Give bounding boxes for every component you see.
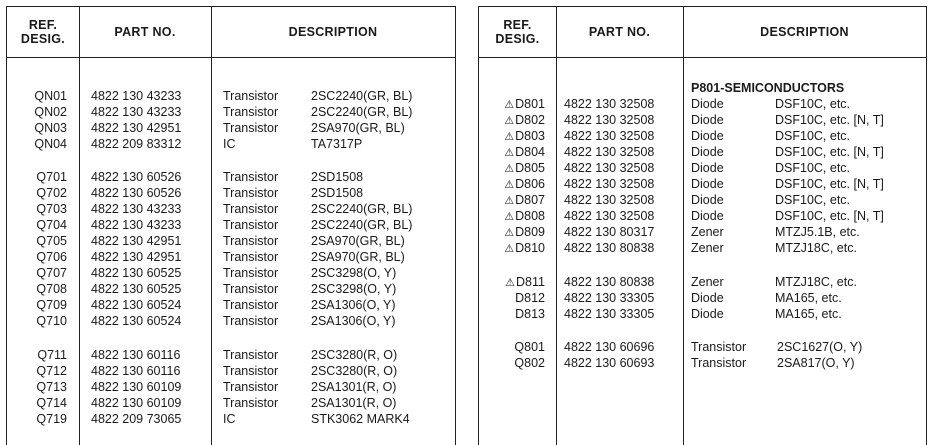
section-title: P801-SEMICONDUCTORS bbox=[691, 81, 845, 95]
component-model: DSF10C, etc. [N, T] bbox=[775, 209, 884, 223]
table-row bbox=[479, 160, 926, 176]
description-header: DESCRIPTION bbox=[288, 25, 378, 39]
component-type: Zener bbox=[691, 225, 724, 239]
ref-desig bbox=[504, 160, 545, 177]
component-type: Transistor bbox=[223, 121, 279, 135]
ref-desig bbox=[504, 176, 545, 193]
component-model: TA7317P bbox=[311, 137, 363, 151]
ref-desig: Q713 bbox=[36, 380, 67, 394]
component-type: Diode bbox=[691, 129, 724, 143]
ref-desig-label: D811 bbox=[516, 275, 545, 289]
ref-desig-label: D803 bbox=[515, 129, 545, 143]
component-type: Diode bbox=[691, 177, 724, 191]
component-model: 2SC2240(GR, BL) bbox=[311, 105, 413, 119]
component-model: MA165, etc. bbox=[775, 307, 842, 321]
part-number: 4822 130 60524 bbox=[91, 298, 182, 312]
ref-desig bbox=[515, 306, 545, 322]
table-row bbox=[479, 176, 926, 192]
table-row bbox=[7, 104, 455, 120]
component-model: 2SA1306(O, Y) bbox=[311, 314, 396, 328]
warning-icon: ⚠ bbox=[504, 131, 515, 143]
component-model: 2SC3280(R, O) bbox=[311, 364, 398, 378]
part-number: 4822 130 32508 bbox=[564, 177, 655, 191]
table-row bbox=[479, 290, 926, 306]
component-model: 2SA1301(R, O) bbox=[311, 396, 397, 410]
component-type: Diode bbox=[691, 209, 724, 223]
table-row bbox=[7, 217, 455, 233]
ref-desig: QN03 bbox=[34, 121, 67, 135]
component-type: Transistor bbox=[223, 105, 279, 119]
component-type: Transistor bbox=[223, 364, 279, 378]
table-header bbox=[7, 6, 455, 58]
ref-desig bbox=[514, 339, 545, 355]
component-type: Diode bbox=[691, 97, 724, 111]
component-type: Transistor bbox=[223, 348, 279, 362]
ref-desig-label: D809 bbox=[515, 225, 545, 239]
part-number: 4822 130 32508 bbox=[564, 145, 655, 159]
component-type: IC bbox=[223, 137, 236, 151]
component-type: Transistor bbox=[223, 314, 279, 328]
component-type: Transistor bbox=[223, 170, 279, 184]
ref-desig: Q708 bbox=[36, 282, 67, 296]
warning-icon: ⚠ bbox=[505, 277, 516, 289]
table-row bbox=[7, 233, 455, 249]
ref-desig: Q712 bbox=[36, 364, 67, 378]
part-number: 4822 130 32508 bbox=[564, 129, 655, 143]
warning-icon: ⚠ bbox=[504, 163, 515, 175]
ref-desig-header bbox=[7, 7, 79, 57]
part-number: 4822 130 32508 bbox=[564, 161, 655, 175]
component-model: 2SD1508 bbox=[311, 170, 364, 184]
component-type: Diode bbox=[691, 307, 724, 321]
component-model: MTZJ5.1B, etc. bbox=[775, 225, 860, 239]
component-type: Transistor bbox=[223, 380, 279, 394]
ref-desig: Q701 bbox=[36, 170, 67, 184]
ref-desig: QN02 bbox=[34, 105, 67, 119]
component-model: MTZJ18C, etc. bbox=[775, 241, 857, 255]
warning-icon: ⚠ bbox=[504, 227, 515, 239]
ref-desig: Q705 bbox=[36, 234, 67, 248]
ref-desig-label: D805 bbox=[515, 161, 545, 175]
component-type: IC bbox=[223, 412, 236, 426]
ref-desig-label: D808 bbox=[515, 209, 545, 223]
part-number: 4822 130 32508 bbox=[564, 209, 655, 223]
component-type: Transistor bbox=[223, 250, 279, 264]
component-model: 2SC2240(GR, BL) bbox=[311, 89, 413, 103]
part-number: 4822 130 60525 bbox=[91, 266, 182, 280]
ref-desig: Q709 bbox=[36, 298, 67, 312]
component-model: 2SC3280(R, O) bbox=[311, 348, 398, 362]
table-row bbox=[7, 347, 455, 363]
table-row bbox=[7, 136, 455, 152]
ref-desig-label: D802 bbox=[515, 113, 545, 127]
table-row bbox=[479, 208, 926, 224]
warning-icon: ⚠ bbox=[504, 179, 515, 191]
component-type: Transistor bbox=[223, 266, 279, 280]
ref-desig: Q702 bbox=[36, 186, 67, 200]
component-model: 2SC3298(O, Y) bbox=[311, 266, 397, 280]
table-row bbox=[479, 306, 926, 322]
component-type: Zener bbox=[691, 241, 724, 255]
ref-desig: Q703 bbox=[36, 202, 67, 216]
ref-desig-label: Q801 bbox=[514, 340, 545, 354]
table-row bbox=[7, 249, 455, 265]
component-type: Diode bbox=[691, 113, 724, 127]
ref-header-line1: REF. bbox=[503, 18, 532, 32]
part-number: 4822 130 80838 bbox=[564, 241, 655, 255]
part-number: 4822 130 60109 bbox=[91, 396, 182, 410]
part-number: 4822 130 60525 bbox=[91, 282, 182, 296]
table-row bbox=[7, 363, 455, 379]
component-type: Transistor bbox=[691, 340, 747, 354]
component-model: 2SC2240(GR, BL) bbox=[311, 218, 413, 232]
component-model: DSF10C, etc. [N, T] bbox=[775, 177, 884, 191]
component-model: 2SA817(O, Y) bbox=[777, 356, 855, 370]
ref-desig bbox=[515, 290, 545, 306]
component-model: 2SA1306(O, Y) bbox=[311, 298, 396, 312]
ref-desig: Q711 bbox=[37, 348, 67, 362]
ref-desig-label: D807 bbox=[515, 193, 545, 207]
component-model: DSF10C, etc. [N, T] bbox=[775, 113, 884, 127]
ref-desig bbox=[504, 240, 545, 257]
table-row bbox=[7, 265, 455, 281]
component-type: Transistor bbox=[691, 356, 747, 370]
part-number: 4822 130 80838 bbox=[564, 275, 655, 289]
warning-icon: ⚠ bbox=[504, 243, 515, 255]
part-number: 4822 130 60693 bbox=[564, 356, 655, 370]
ref-desig bbox=[504, 144, 545, 161]
component-type: Zener bbox=[691, 275, 724, 289]
table-row bbox=[7, 395, 455, 411]
part-number: 4822 130 60526 bbox=[91, 186, 182, 200]
ref-desig: Q714 bbox=[36, 396, 67, 410]
component-model: 2SC1627(O, Y) bbox=[777, 340, 863, 354]
ref-desig-label: D810 bbox=[515, 241, 545, 255]
component-type: Transistor bbox=[223, 202, 279, 216]
component-model: DSF10C, etc. bbox=[775, 193, 851, 207]
part-number: 4822 130 80317 bbox=[564, 225, 655, 239]
ref-desig: Q706 bbox=[36, 250, 67, 264]
part-number: 4822 130 60526 bbox=[91, 170, 182, 184]
table-row bbox=[479, 128, 926, 144]
table-row bbox=[7, 169, 455, 185]
warning-icon: ⚠ bbox=[504, 195, 515, 207]
component-type: Transistor bbox=[223, 234, 279, 248]
ref-desig: Q719 bbox=[36, 412, 67, 426]
ref-desig bbox=[504, 112, 545, 129]
table-row bbox=[7, 313, 455, 329]
part-number: 4822 130 60109 bbox=[91, 380, 182, 394]
part-number: 4822 130 60524 bbox=[91, 314, 182, 328]
component-model: MTZJ18C, etc. bbox=[775, 275, 857, 289]
table-row bbox=[7, 297, 455, 313]
part-number: 4822 130 33305 bbox=[564, 307, 655, 321]
table-row bbox=[7, 88, 455, 104]
warning-icon: ⚠ bbox=[504, 115, 515, 127]
component-type: Transistor bbox=[223, 89, 279, 103]
ref-header-line2: DESIG. bbox=[20, 32, 66, 46]
table-row bbox=[7, 281, 455, 297]
table-row bbox=[479, 240, 926, 256]
part-number: 4822 130 60116 bbox=[91, 348, 181, 362]
table-row bbox=[479, 112, 926, 128]
ref-header-line1: REF. bbox=[28, 18, 58, 32]
component-model: MA165, etc. bbox=[775, 291, 842, 305]
part-number: 4822 130 43233 bbox=[91, 105, 182, 119]
table-row bbox=[7, 379, 455, 395]
part-number: 4822 130 33305 bbox=[564, 291, 655, 305]
table-row bbox=[479, 224, 926, 240]
ref-desig: Q710 bbox=[36, 314, 67, 328]
table-row bbox=[7, 201, 455, 217]
ref-desig-label: D812 bbox=[515, 291, 545, 305]
component-type: Transistor bbox=[223, 396, 279, 410]
part-number: 4822 209 83312 bbox=[91, 137, 182, 151]
ref-desig-label: D804 bbox=[515, 145, 545, 159]
component-model: 2SA1301(R, O) bbox=[311, 380, 397, 394]
ref-desig bbox=[504, 224, 545, 241]
ref-desig: Q704 bbox=[36, 218, 67, 232]
part-number: 4822 130 32508 bbox=[564, 193, 655, 207]
table-row bbox=[479, 144, 926, 160]
component-model: DSF10C, etc. bbox=[775, 161, 851, 175]
ref-desig bbox=[514, 355, 545, 371]
component-model: 2SA970(GR, BL) bbox=[311, 234, 405, 248]
part-number: 4822 130 43233 bbox=[91, 218, 182, 232]
parts-table-right bbox=[478, 6, 927, 445]
table-row bbox=[479, 96, 926, 112]
part-no-header: PART NO. bbox=[588, 25, 651, 39]
table-row bbox=[7, 120, 455, 136]
component-model: 2SC2240(GR, BL) bbox=[311, 202, 413, 216]
part-number: 4822 130 32508 bbox=[564, 113, 655, 127]
component-model: DSF10C, etc. bbox=[775, 97, 851, 111]
component-model: 2SD1508 bbox=[311, 186, 364, 200]
table-row bbox=[479, 355, 926, 371]
table-row bbox=[479, 192, 926, 208]
ref-desig-header bbox=[479, 7, 556, 57]
component-model: 2SC3298(O, Y) bbox=[311, 282, 397, 296]
table-header bbox=[479, 6, 926, 58]
component-type: Diode bbox=[691, 291, 724, 305]
table-row bbox=[479, 339, 926, 355]
warning-icon: ⚠ bbox=[504, 147, 515, 159]
component-model: DSF10C, etc. bbox=[775, 129, 851, 143]
warning-icon: ⚠ bbox=[504, 99, 515, 111]
component-model: STK3062 MARK4 bbox=[311, 412, 410, 426]
part-number: 4822 130 42951 bbox=[91, 234, 182, 248]
component-type: Diode bbox=[691, 193, 724, 207]
warning-icon: ⚠ bbox=[504, 211, 515, 223]
component-model: 2SA970(GR, BL) bbox=[311, 121, 405, 135]
component-model: DSF10C, etc. [N, T] bbox=[775, 145, 884, 159]
part-number: 4822 130 42951 bbox=[91, 121, 182, 135]
ref-desig bbox=[505, 274, 545, 291]
table-row bbox=[479, 274, 926, 290]
ref-header-line2: DESIG. bbox=[495, 32, 540, 46]
component-type: Transistor bbox=[223, 186, 279, 200]
part-number: 4822 130 32508 bbox=[564, 97, 655, 111]
component-type: Transistor bbox=[223, 218, 279, 232]
description-header: DESCRIPTION bbox=[760, 25, 849, 39]
ref-desig: Q707 bbox=[36, 266, 67, 280]
part-no-header: PART NO. bbox=[114, 25, 176, 39]
component-model: 2SA970(GR, BL) bbox=[311, 250, 405, 264]
ref-desig-label: Q802 bbox=[514, 356, 545, 370]
ref-desig bbox=[504, 128, 545, 145]
component-type: Diode bbox=[691, 161, 724, 175]
table-row bbox=[7, 185, 455, 201]
ref-desig bbox=[504, 192, 545, 209]
part-number: 4822 130 42951 bbox=[91, 250, 182, 264]
ref-desig-label: D806 bbox=[515, 177, 545, 191]
parts-table-left bbox=[6, 6, 456, 445]
ref-desig bbox=[504, 208, 545, 225]
component-type: Transistor bbox=[223, 282, 279, 296]
part-number: 4822 130 60116 bbox=[91, 364, 181, 378]
ref-desig bbox=[504, 96, 545, 113]
table-row bbox=[7, 411, 455, 427]
part-number: 4822 130 43233 bbox=[91, 202, 182, 216]
component-type: Diode bbox=[691, 145, 724, 159]
ref-desig: QN04 bbox=[34, 137, 67, 151]
ref-desig-label: D801 bbox=[515, 97, 545, 111]
ref-desig-label: D813 bbox=[515, 307, 545, 321]
part-number: 4822 130 60696 bbox=[564, 340, 655, 354]
component-type: Transistor bbox=[223, 298, 279, 312]
part-number: 4822 209 73065 bbox=[91, 412, 182, 426]
part-number: 4822 130 43233 bbox=[91, 89, 182, 103]
ref-desig: QN01 bbox=[34, 89, 67, 103]
